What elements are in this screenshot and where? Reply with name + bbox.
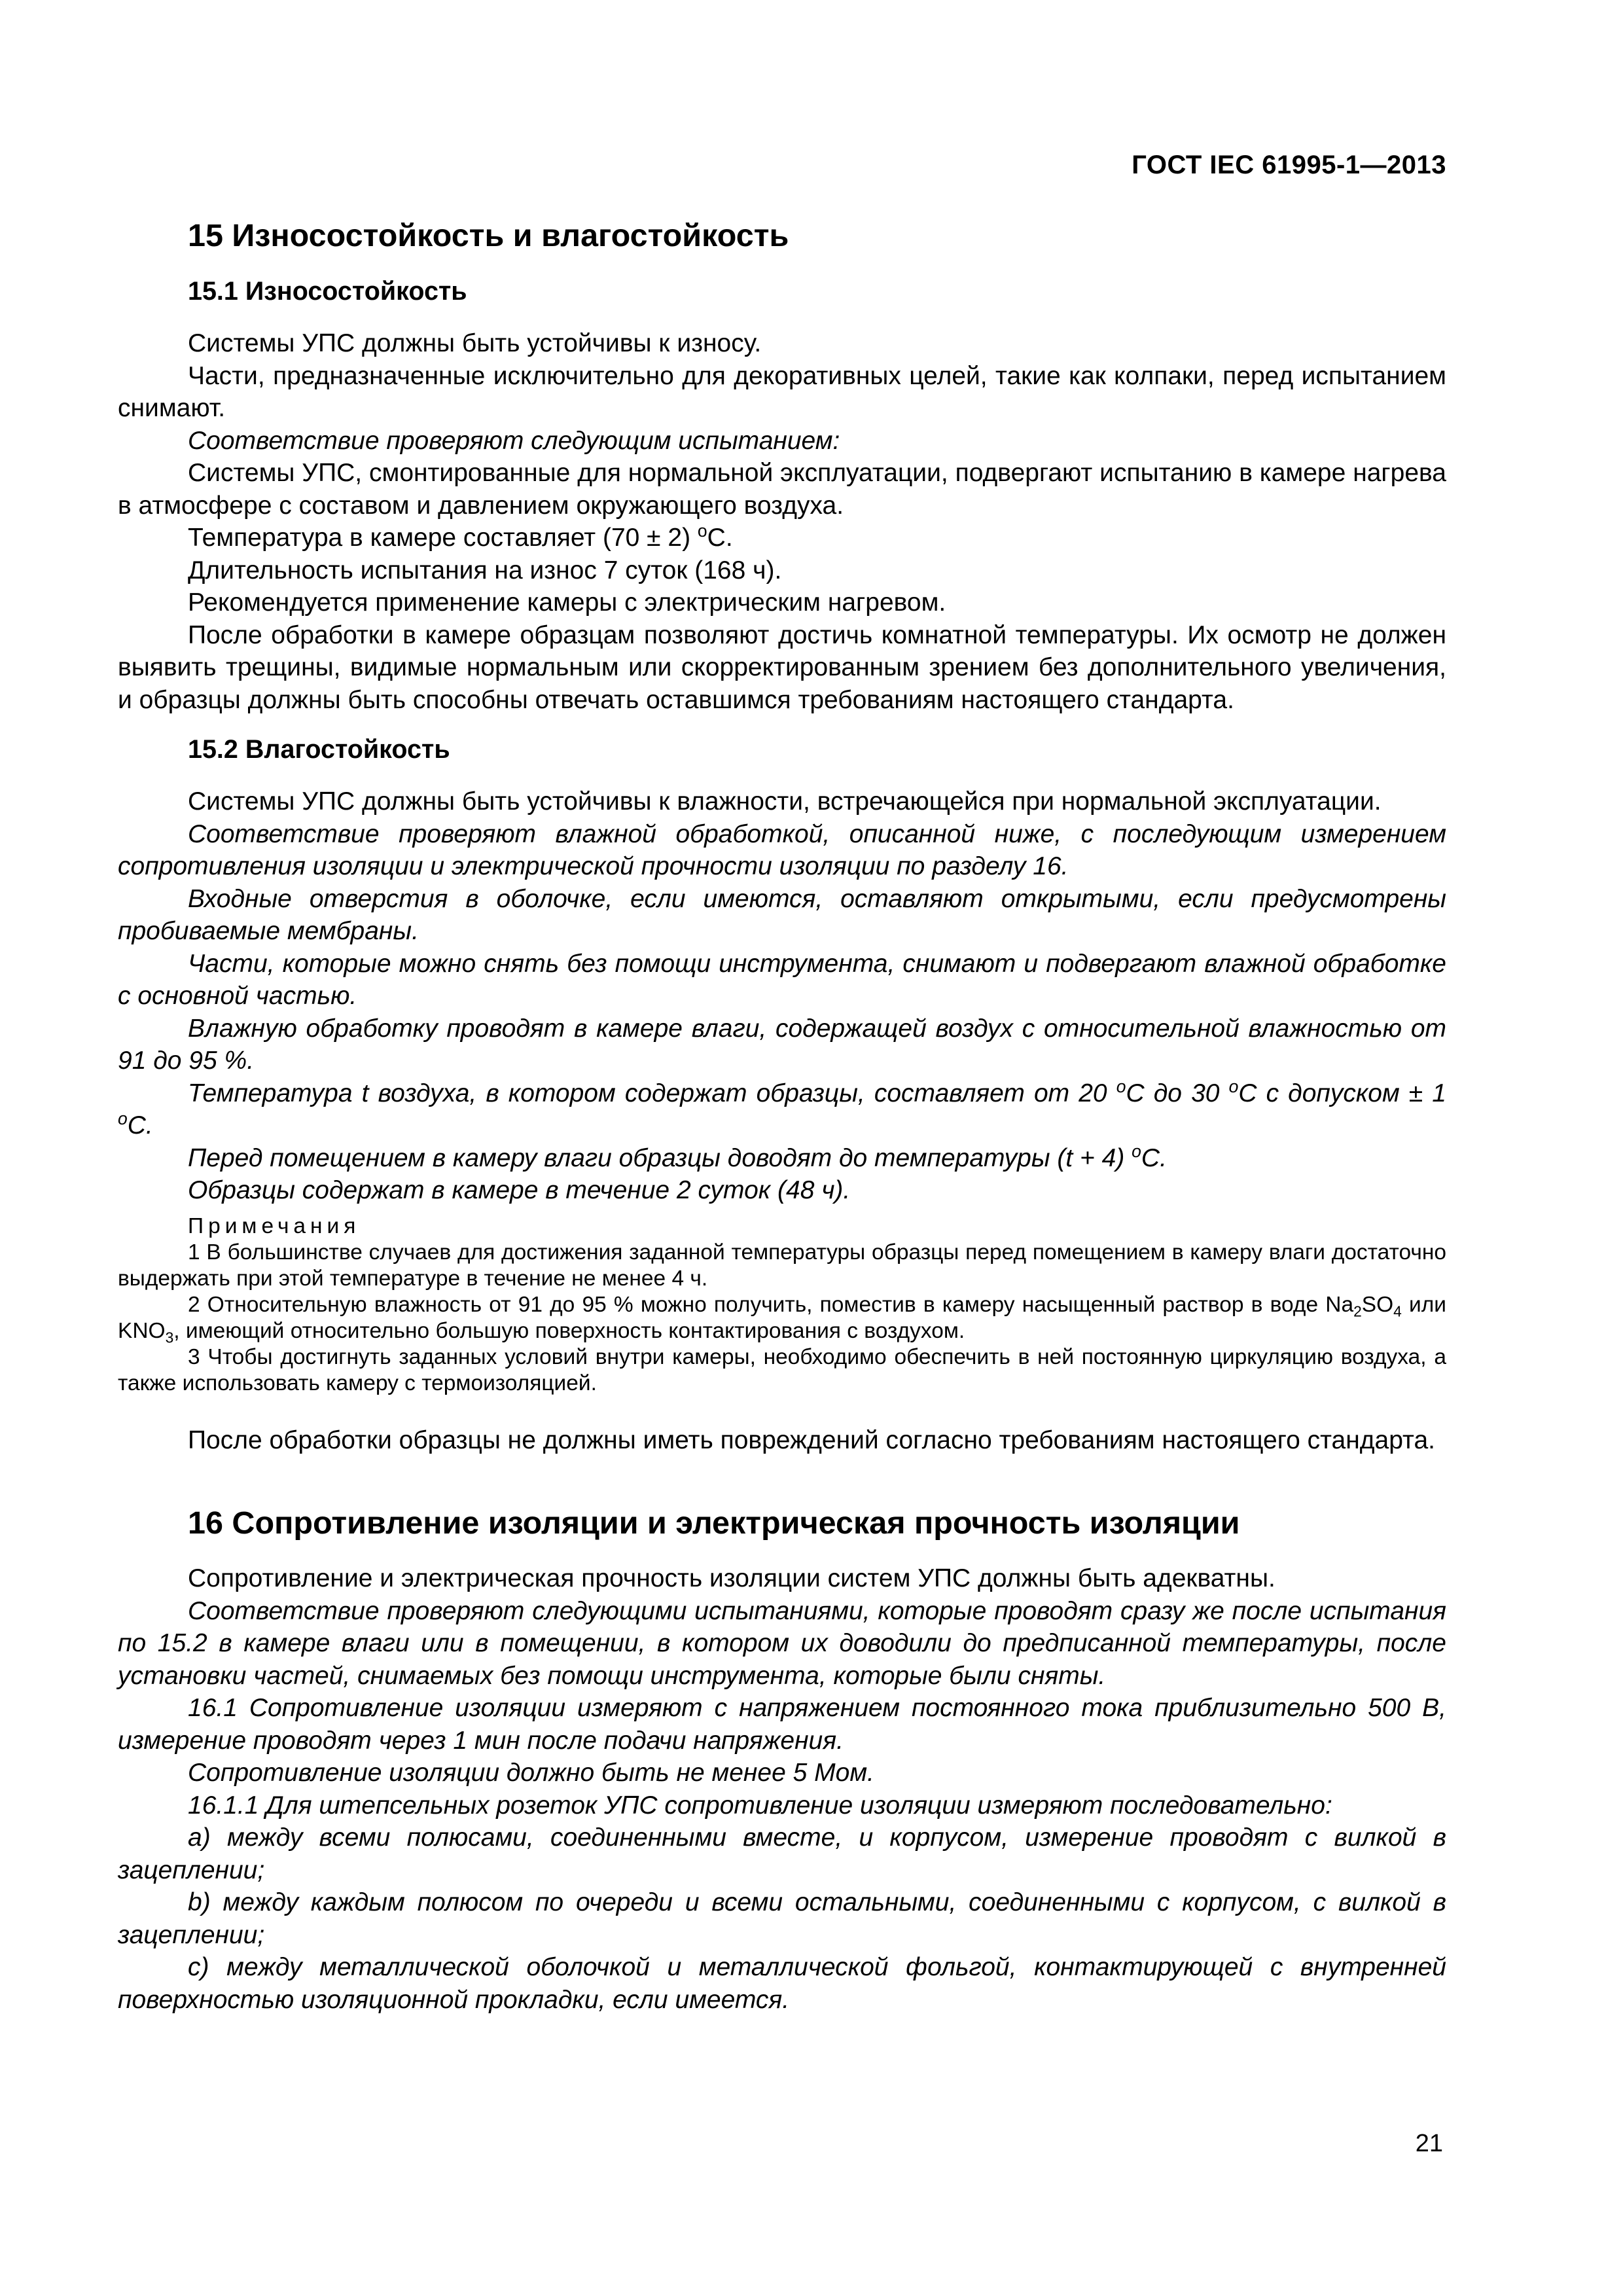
notes-title: Примечания <box>188 1213 361 1238</box>
note-2: 2 Относительную влажность от 91 до 95 % можно получить, поместив в камеру насыщенный раствор в воде $Na_2SO_4$ или $KNO_3$, имеющий относительно большую поверхность контактирования с воздухом. <box>118 1292 1446 1346</box>
notes-block <box>118 1213 1446 1397</box>
paragraph-italic: Части, которые можно снять без помощи инструмента, снимают и подвергают влажной обработке с основной частью. <box>118 949 1446 1010</box>
paragraph-italic: Влажную обработку проводят в камере влаги, содержащей воздух с относительной влажностью от 91 до 95 %. <box>118 1014 1446 1075</box>
paragraph: Части, предназначенные исключительно для декоративных целей, такие как колпаки, перед испытанием снимают. <box>118 361 1446 422</box>
note-3: 3 Чтобы достигнуть заданных условий внутри камеры, необходимо обеспечить в ней постоянную циркуляцию воздуха, а также использовать камеру с термоизоляцией. <box>118 1344 1446 1395</box>
paragraph: Рекомендуется применение камеры с электрическим нагревом. <box>188 588 946 617</box>
paragraph-italic: Соответствие проверяют влажной обработкой, описанной ниже, с последующим измерением сопротивления изоляции и электрической прочности изоляции по разделу 16. <box>118 819 1446 880</box>
list-item-c: c) между металлической оболочкой и металлической фольгой, контактирующей с внутренней поверхностью изоляционной прокладки, если имеется. <box>118 1953 1446 2014</box>
paragraph-italic: Соответствие проверяют следующими испытаниями, которые проводят сразу же после испытания по 15.2 в камере влаги или в помещении, в котором их доводили до предписанной температуры, после установки частей, снимаемых без помощи инструмента, которые были сняты. <box>118 1596 1446 1690</box>
paragraph: Длительность испытания на износ 7 суток (168 ч). <box>188 556 782 584</box>
paragraph-italic: Входные отверстия в оболочке, если имеются, оставляют открытыми, если предусмотрены пробиваемые мембраны. <box>118 884 1446 945</box>
paragraph: Системы УПС должны быть устойчивы к износу. <box>188 329 762 357</box>
paragraph-italic-temperature: Температура t воздуха, в котором содержат образцы, составляет от 20 $^o$C до 30 $^o$C с допуском ± 1 $^o$C. <box>118 1076 1446 1139</box>
paragraph-italic: 16.1.1 Для штепсельных розеток УПС сопротивление изоляции измеряют последовательно: <box>188 1791 1332 1820</box>
section-16-title: 16 Сопротивление изоляции и электрическая прочность изоляции <box>188 1505 1240 1541</box>
paragraph: После обработки образцы не должны иметь повреждений согласно требованиям настоящего стандарта. <box>188 1426 1436 1454</box>
paragraph-italic: Сопротивление изоляции должно быть не менее 5 Мом. <box>188 1759 874 1787</box>
paragraph: После обработки в камере образцам позволяют достичь комнатной температуры. Их осмотр не должен выявить трещины, видимые нормальным или скорректированным зрением без дополнительного увеличения, и образцы должны быть способны отвечать оставшимся требованиям настоящего стандарта. <box>118 620 1446 714</box>
list-item-a: a) между всеми полюсами, соединенными вместе, и корпусом, измерение проводят с вилкой в зацеплении; <box>118 1823 1446 1884</box>
subsection-15-2-title: 15.2 Влагостойкость <box>188 735 450 764</box>
paragraph: Системы УПС должны быть устойчивы к влажности, встречающейся при нормальной эксплуатации. <box>188 787 1382 816</box>
page-content <box>118 216 1446 2016</box>
paragraph-italic: Образцы содержат в камере в течение 2 суток (48 ч). <box>188 1176 851 1204</box>
paragraph-italic: 16.1 Сопротивление изоляции измеряют с напряжением постоянного тока приблизительно 500 В, измерение проводят через 1 мин после подачи напряжения. <box>118 1694 1446 1755</box>
paragraph-italic: Соответствие проверяют следующим испытанием: <box>188 426 840 455</box>
note-1: 1 В большинстве случаев для достижения заданной температуры образцы перед помещением в камеру влаги достаточно выдержать при этой температуре в течение не менее 4 ч. <box>118 1240 1446 1291</box>
paragraph-italic-temperature: Перед помещением в камеру влаги образцы доводят до температуры (t + 4) $^o$C. <box>188 1141 1167 1172</box>
list-item-b: b) между каждым полюсом по очереди и всеми остальными, соединенными с корпусом, с вилкой в зацеплении; <box>118 1888 1446 1949</box>
paragraph: Системы УПС, смонтированные для нормальной эксплуатации, подвергают испытанию в камере нагрева в атмосфере с составом и давлением окружающего воздуха. <box>118 459 1446 520</box>
paragraph: Сопротивление и электрическая прочность изоляции систем УПС должны быть адекватны. <box>188 1564 1275 1592</box>
standard-designation: ГОСТ IEC 61995-1—2013 <box>1132 151 1446 179</box>
section-15-title: 15 Износостойкость и влагостойкость <box>188 218 789 253</box>
subsection-15-1-title: 15.1 Износостойкость <box>188 277 467 306</box>
paragraph-temperature: Температура в камере составляет (70 ± 2) $^o$C. <box>188 521 733 552</box>
page-number: 21 <box>1415 2130 1443 2157</box>
